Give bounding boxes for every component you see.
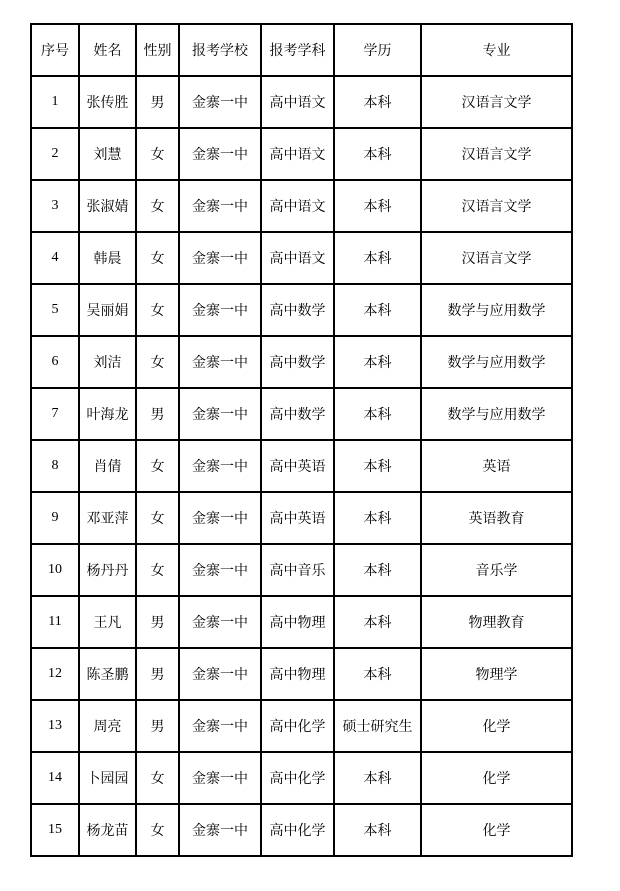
cell-no: 3 (31, 180, 79, 232)
cell-no: 15 (31, 804, 79, 856)
cell-name: 杨龙苗 (79, 804, 136, 856)
cell-gender: 女 (136, 180, 179, 232)
cell-education: 本科 (334, 336, 421, 388)
cell-gender: 女 (136, 232, 179, 284)
cell-education: 本科 (334, 440, 421, 492)
cell-school: 金寨一中 (179, 700, 261, 752)
cell-gender: 男 (136, 596, 179, 648)
cell-subject: 高中物理 (261, 596, 334, 648)
cell-no: 13 (31, 700, 79, 752)
cell-major: 汉语言文学 (421, 128, 572, 180)
cell-gender: 男 (136, 700, 179, 752)
cell-gender: 女 (136, 128, 179, 180)
header-education: 学历 (334, 24, 421, 76)
table-row (31, 76, 572, 128)
table-row (31, 284, 572, 336)
cell-name: 张淑婧 (79, 180, 136, 232)
cell-education: 本科 (334, 648, 421, 700)
cell-school: 金寨一中 (179, 128, 261, 180)
cell-subject: 高中语文 (261, 128, 334, 180)
table-row (31, 544, 572, 596)
cell-school: 金寨一中 (179, 284, 261, 336)
cell-school: 金寨一中 (179, 232, 261, 284)
cell-name: 周亮 (79, 700, 136, 752)
header-no: 序号 (31, 24, 79, 76)
cell-education: 本科 (334, 492, 421, 544)
table-row (31, 700, 572, 752)
cell-subject: 高中英语 (261, 492, 334, 544)
cell-name: 陈圣鹏 (79, 648, 136, 700)
cell-gender: 男 (136, 388, 179, 440)
cell-education: 本科 (334, 180, 421, 232)
cell-name: 卜园园 (79, 752, 136, 804)
cell-subject: 高中数学 (261, 336, 334, 388)
cell-name: 肖倩 (79, 440, 136, 492)
cell-subject: 高中化学 (261, 700, 334, 752)
cell-subject: 高中语文 (261, 232, 334, 284)
cell-school: 金寨一中 (179, 544, 261, 596)
cell-no: 8 (31, 440, 79, 492)
cell-name: 刘慧 (79, 128, 136, 180)
header-name: 姓名 (79, 24, 136, 76)
table-row (31, 388, 572, 440)
cell-gender: 女 (136, 440, 179, 492)
cell-school: 金寨一中 (179, 752, 261, 804)
cell-gender: 男 (136, 76, 179, 128)
cell-subject: 高中化学 (261, 752, 334, 804)
cell-school: 金寨一中 (179, 596, 261, 648)
cell-gender: 女 (136, 752, 179, 804)
cell-education: 本科 (334, 544, 421, 596)
cell-subject: 高中化学 (261, 804, 334, 856)
cell-subject: 高中语文 (261, 76, 334, 128)
cell-school: 金寨一中 (179, 492, 261, 544)
cell-gender: 女 (136, 284, 179, 336)
table-row (31, 440, 572, 492)
cell-major: 化学 (421, 804, 572, 856)
cell-major: 化学 (421, 700, 572, 752)
cell-major: 英语教育 (421, 492, 572, 544)
header-subject: 报考学科 (261, 24, 334, 76)
cell-major: 音乐学 (421, 544, 572, 596)
cell-education: 本科 (334, 284, 421, 336)
cell-gender: 男 (136, 648, 179, 700)
cell-major: 汉语言文学 (421, 232, 572, 284)
cell-school: 金寨一中 (179, 180, 261, 232)
cell-major: 数学与应用数学 (421, 336, 572, 388)
cell-education: 硕士研究生 (334, 700, 421, 752)
header-major: 专业 (421, 24, 572, 76)
cell-major: 数学与应用数学 (421, 388, 572, 440)
cell-name: 叶海龙 (79, 388, 136, 440)
header-school: 报考学校 (179, 24, 261, 76)
table-row (31, 128, 572, 180)
cell-name: 王凡 (79, 596, 136, 648)
cell-subject: 高中音乐 (261, 544, 334, 596)
cell-education: 本科 (334, 232, 421, 284)
table-row (31, 492, 572, 544)
cell-name: 张传胜 (79, 76, 136, 128)
cell-name: 刘洁 (79, 336, 136, 388)
table-row (31, 648, 572, 700)
cell-no: 14 (31, 752, 79, 804)
cell-name: 杨丹丹 (79, 544, 136, 596)
cell-no: 2 (31, 128, 79, 180)
header-gender: 性别 (136, 24, 179, 76)
cell-gender: 女 (136, 492, 179, 544)
table-row (31, 336, 572, 388)
cell-no: 12 (31, 648, 79, 700)
cell-no: 6 (31, 336, 79, 388)
cell-major: 汉语言文学 (421, 180, 572, 232)
cell-education: 本科 (334, 128, 421, 180)
cell-subject: 高中数学 (261, 284, 334, 336)
cell-school: 金寨一中 (179, 336, 261, 388)
cell-no: 7 (31, 388, 79, 440)
cell-school: 金寨一中 (179, 440, 261, 492)
roster-body (31, 24, 572, 856)
cell-school: 金寨一中 (179, 804, 261, 856)
cell-school: 金寨一中 (179, 76, 261, 128)
cell-gender: 女 (136, 336, 179, 388)
cell-no: 4 (31, 232, 79, 284)
cell-gender: 女 (136, 544, 179, 596)
cell-education: 本科 (334, 804, 421, 856)
header-row (31, 24, 572, 76)
table-row (31, 752, 572, 804)
cell-gender: 女 (136, 804, 179, 856)
cell-subject: 高中语文 (261, 180, 334, 232)
cell-education: 本科 (334, 596, 421, 648)
cell-major: 物理教育 (421, 596, 572, 648)
cell-education: 本科 (334, 752, 421, 804)
cell-major: 汉语言文学 (421, 76, 572, 128)
cell-name: 韩晨 (79, 232, 136, 284)
cell-major: 物理学 (421, 648, 572, 700)
cell-subject: 高中英语 (261, 440, 334, 492)
cell-education: 本科 (334, 76, 421, 128)
cell-no: 9 (31, 492, 79, 544)
cell-major: 数学与应用数学 (421, 284, 572, 336)
cell-subject: 高中物理 (261, 648, 334, 700)
table-row (31, 180, 572, 232)
cell-school: 金寨一中 (179, 648, 261, 700)
cell-no: 1 (31, 76, 79, 128)
table-row (31, 596, 572, 648)
cell-name: 邓亚萍 (79, 492, 136, 544)
cell-no: 5 (31, 284, 79, 336)
table-row (31, 232, 572, 284)
cell-education: 本科 (334, 388, 421, 440)
cell-major: 英语 (421, 440, 572, 492)
cell-name: 吴丽娟 (79, 284, 136, 336)
cell-subject: 高中数学 (261, 388, 334, 440)
roster-table (30, 23, 573, 857)
cell-school: 金寨一中 (179, 388, 261, 440)
cell-no: 10 (31, 544, 79, 596)
cell-no: 11 (31, 596, 79, 648)
table-row (31, 804, 572, 856)
cell-major: 化学 (421, 752, 572, 804)
